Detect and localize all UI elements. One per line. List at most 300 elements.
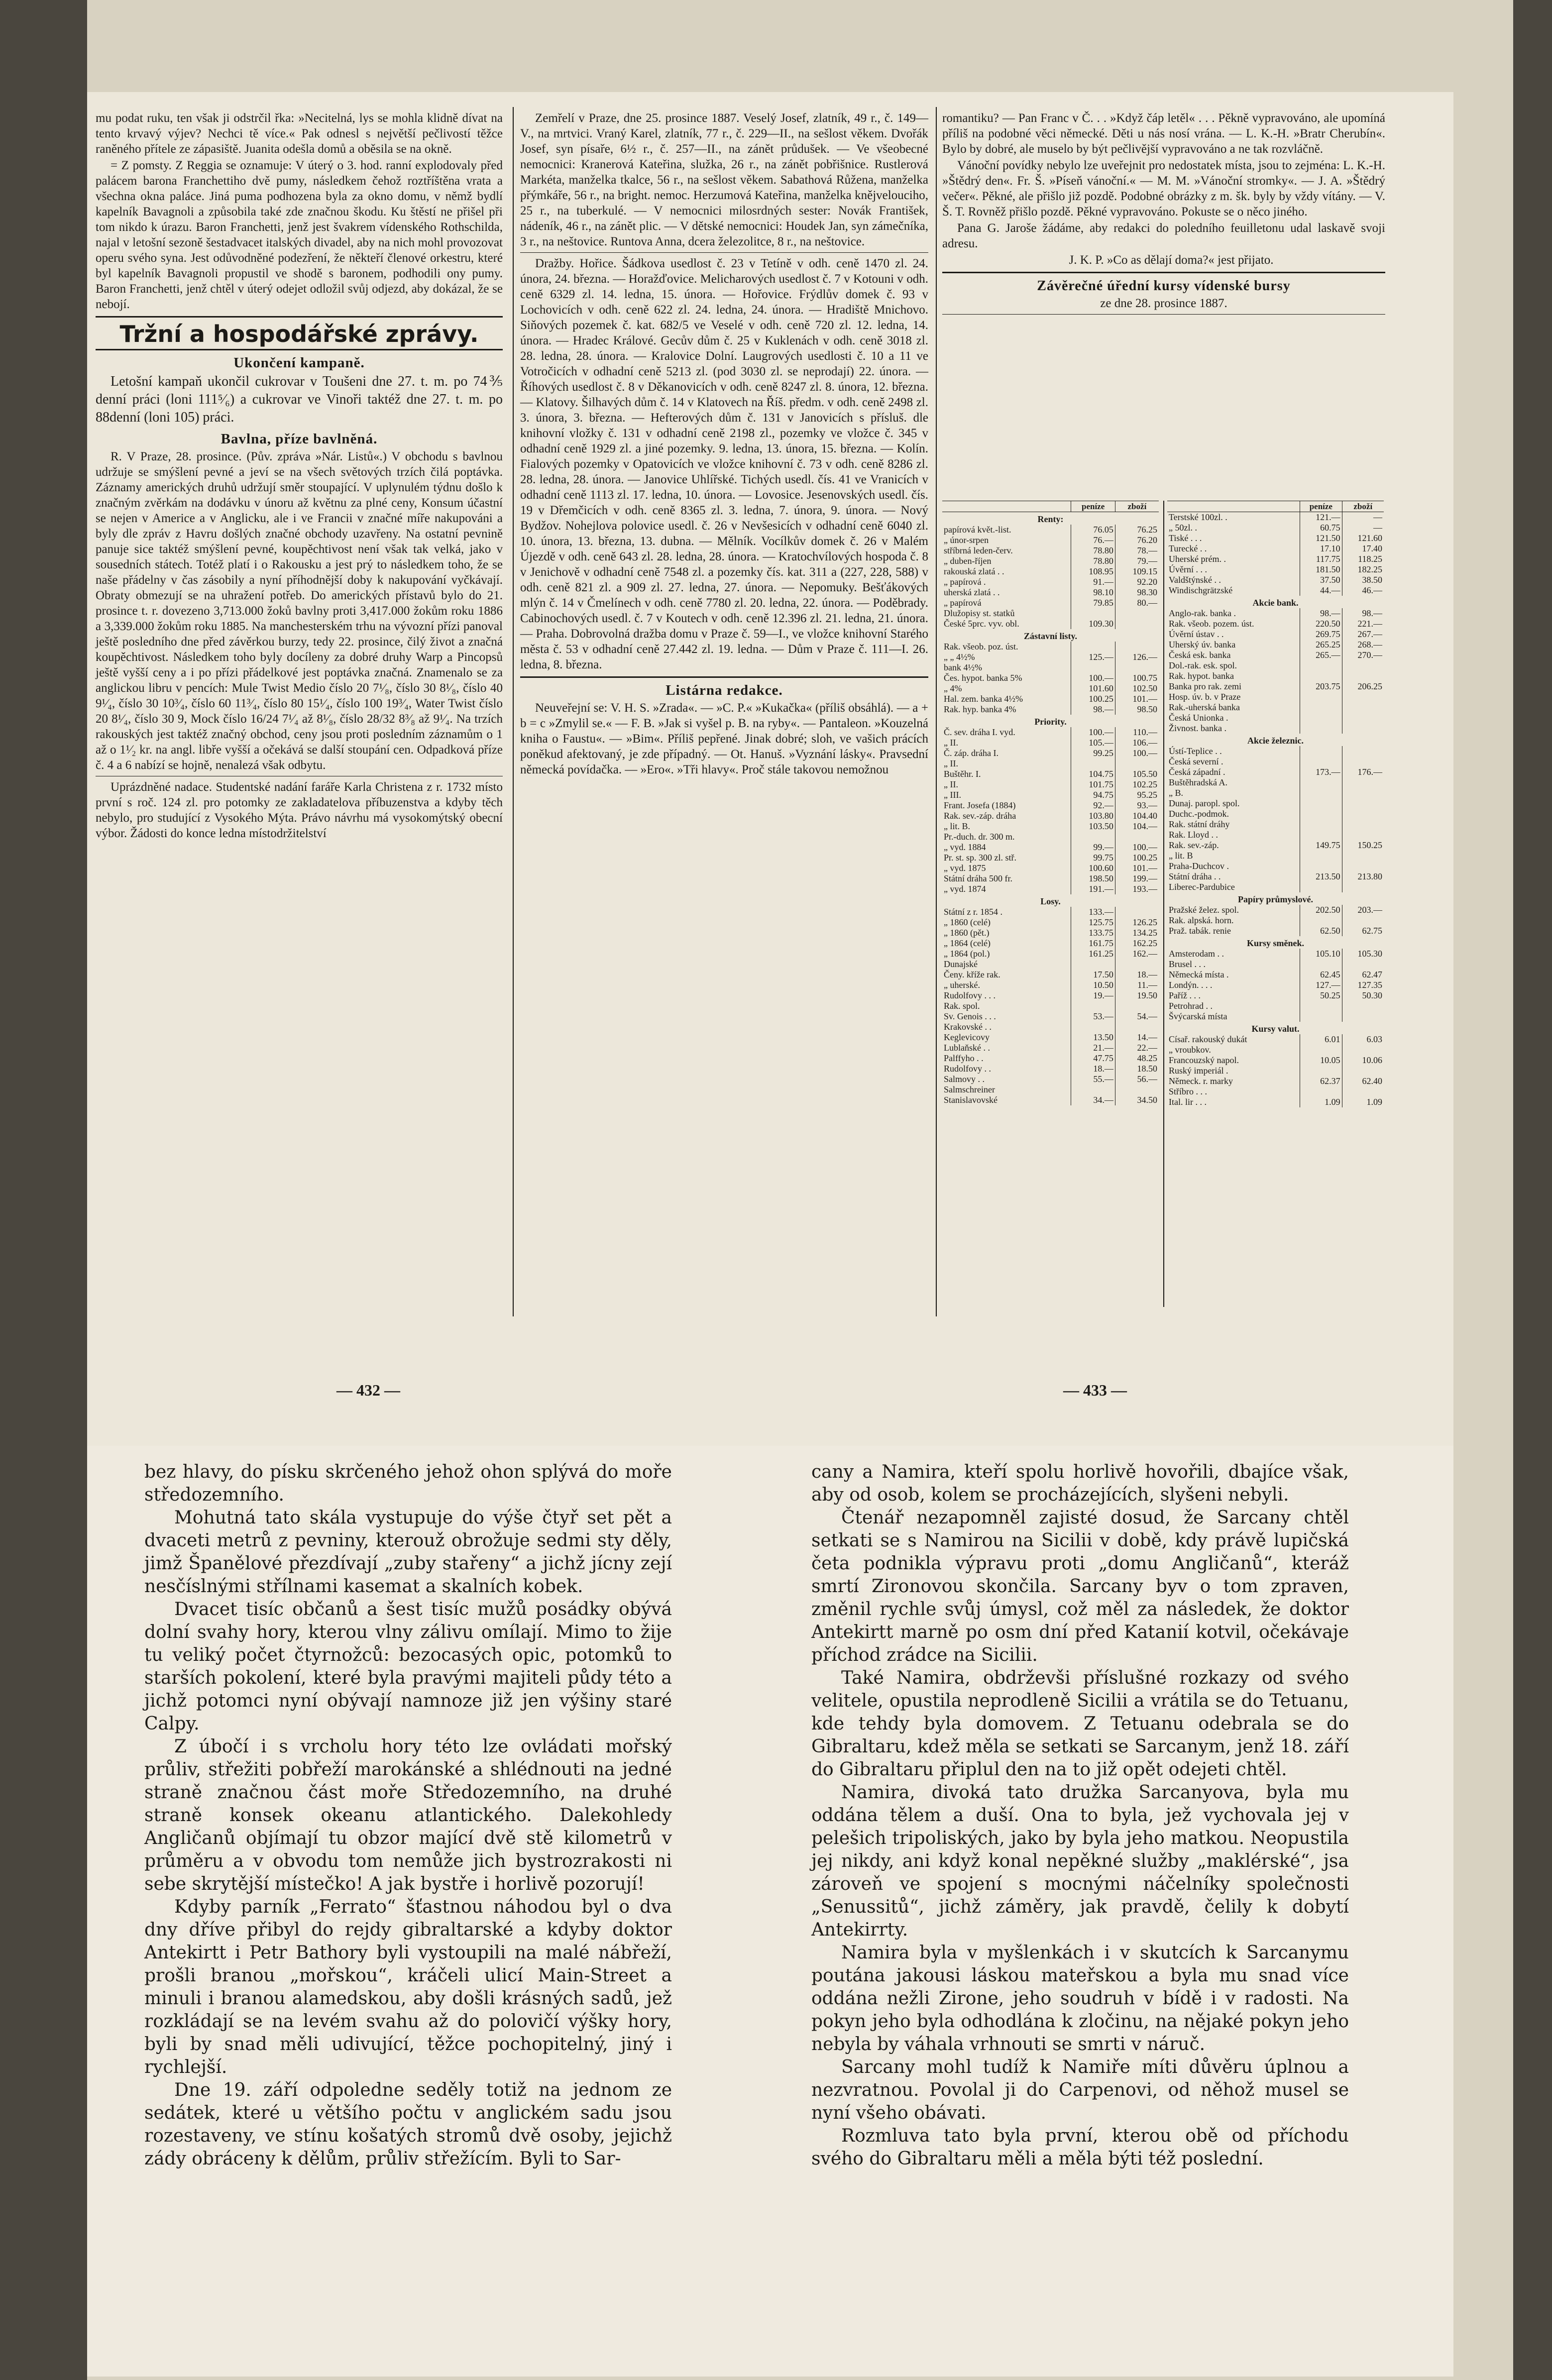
table-row — [1167, 681, 1384, 692]
column-header: peníze — [1300, 501, 1342, 512]
paragraph: Dvacet tisíc občanů a šest tisíc mužů posádky obývá dolní svahy hory, kterou vlny zálivu omílají. Mimo to žije tu veliký počet čtyrnožců: bezocasých opic, potomků to starších pokolení, které byla pravými majiteli půdy této a jichž potomci nyní obývají namnoze již jen výšiny staré Calpy. — [144, 1599, 672, 1734]
price-goods: 110.— — [1115, 727, 1159, 738]
price-goods: 213.80 — [1342, 871, 1384, 882]
security-name: „ II. — [944, 779, 958, 789]
table-section-row — [942, 629, 1159, 642]
security-name: Londýn. . . . — [1169, 980, 1213, 990]
paragraph: Letošní kampaň ukončil cukrovar v Toušeni dne 27. t. m. po 74⅗ denní práci (loni 111⁵⁄₆) a cukrovar ve Vinoři taktéž dne 27. t. m. po 88denní (loni 105) práci. — [96, 374, 503, 425]
table-row — [942, 525, 1159, 535]
table-row — [1167, 777, 1384, 788]
security-name: Čeny. kříže rak. — [944, 970, 1000, 979]
price-goods: 34.50 — [1115, 1095, 1159, 1105]
security-name: Salmovy . . — [944, 1074, 985, 1084]
price-money: 202.50 — [1300, 905, 1342, 915]
table-date: ze dne 28. prosince 1887. — [1100, 297, 1227, 310]
price-goods: 76.20 — [1115, 535, 1159, 545]
table-row — [942, 917, 1159, 928]
security-name: „ vyd. 1875 — [944, 863, 986, 873]
table-row — [942, 619, 1159, 629]
price-money: 91.— — [1071, 577, 1115, 587]
price-goods: 11.— — [1115, 980, 1159, 990]
table-row — [1167, 871, 1384, 882]
price-goods: 19.50 — [1115, 990, 1159, 1001]
security-name: Krakovské . . — [944, 1022, 992, 1032]
price-money: 181.50 — [1300, 564, 1342, 575]
price-money — [1300, 1001, 1342, 1011]
price-money: 105.10 — [1300, 949, 1342, 959]
price-money: 76.05 — [1071, 525, 1115, 535]
table-row — [942, 1043, 1159, 1053]
table-row — [1167, 861, 1384, 871]
paragraph: mu podat ruku, ten však ji odstrčil řka: »Necitelná, lys se mohla klidně dívat na tento krvavý výjev? Nechci tě více.« Pak odnesl s největší pečlivostí těžce raněného přítele ze zápasiště. Juanita odešla domů a oběsila se na okně. — [96, 111, 503, 156]
price-money: 79.85 — [1071, 598, 1115, 608]
price-money — [1300, 757, 1342, 767]
column-divider — [513, 107, 514, 1316]
security-name: Živnost. banka . — [1169, 723, 1226, 733]
table-row — [942, 884, 1159, 894]
paragraph: J. K. P. »Co as dělají doma?« jest přijato. — [1069, 253, 1274, 267]
price-goods — [1115, 608, 1159, 619]
table-row — [1167, 671, 1384, 681]
price-money: 213.50 — [1300, 871, 1342, 882]
security-name: Palffyho . . — [944, 1053, 984, 1063]
table-row — [942, 704, 1159, 715]
security-name: Dlužopisy st. statků — [944, 608, 1015, 618]
price-money: 133.75 — [1071, 928, 1115, 938]
paragraph: Čtenář nezapomněl zajisté dosud, že Sarcany chtěl setkati se s Namirou na Sicilii v době, kdy právě lupičská četa podnikla výpravu proti „domu Angličanů“, kteráž smrtí Zironovou skončila. Sarcany byv o tom zpraven, změnil rychle svůj úmysl, což měl za následek, že doktor Antekirtt marně po osm dní před Katanií kotvil, očekávaje příchod zrádce na Sicilii. — [811, 1508, 1349, 1665]
price-goods — [1342, 1066, 1384, 1076]
security-name: Duchc.-podmok. — [1169, 809, 1229, 819]
table-row — [1167, 723, 1384, 734]
exchange-table-right — [1167, 501, 1384, 1107]
security-name: Rudolfovy . . — [944, 1064, 992, 1074]
price-goods: 79.— — [1115, 556, 1159, 566]
table-section-row — [1167, 936, 1384, 949]
security-name: Francouzský napol. — [1169, 1055, 1239, 1065]
price-money — [1071, 758, 1115, 769]
paragraph: romantiku? — Pan Franc v Č. . . »Když čáp letěl« . . . Pěkně vypravováno, ale upomíná příliš na podobné věci německé. Děti u nás nosí vrána. — L. K.-H. »Bratr Cherubín«. Bylo by dobré, ale muselo by být pečlivější vypravováno a ne tak rozvláčně. — [942, 111, 1385, 156]
security-name: Salmschreiner — [944, 1084, 995, 1094]
price-money — [1300, 660, 1342, 671]
security-name: Dunajské — [944, 959, 978, 969]
security-name: Paříž . . . — [1169, 990, 1201, 1000]
table-row — [942, 842, 1159, 853]
paragraph: Zemřelí v Praze, dne 25. prosince 1887. Veselý Josef, zlatník, 49 r., č. 149—V., na mrtvici. Vraný Karel, zlatník, 77 r., č. 229—II., na sešlost věkem. Dvořák Josef, syn písaře, 6½ r., č. 257—II., na zánět průdušek. — Ve všeobecné nemocnici: Kranerová Kateřina, služka, 26 r., na zánět pobřišnice. Rustlerová Markéta, manželka tkalce, 56 r., na sešlost věkem. Sabathová Růžena, manželka přýmkáře, 56 r., na bright. nemoc. Herzumová Kateřina, manželka knějvelouciho, 25 r., na tuberkulé. — V nemocnici milosrdných sester: Novák František, nádeník, 46 r., na zánět plic. — V dětské nemocnici: Houdek Jan, syn zámečníka, 3 r., na neštovice. Runtova Anna, dcera železolitce, 8 r., na neštovice. — [520, 111, 928, 248]
security-name: Buštěhr. I. — [944, 769, 981, 779]
table-row — [942, 694, 1159, 704]
table-row — [1167, 564, 1384, 575]
table-section-label: Priority. — [1034, 717, 1067, 727]
paragraph: Uprázdněné nadace. Studentské nadání faráře Karla Christena z r. 1732 místo první s roč. 124 zl. pro potomky ze zakladatelova příbuzenstva a kdyby těch nebylo, pro studující z Vysokého Mýta. Právo návrhu má vysokomýtský obecní výbor. Žádosti do konce ledna místodržitelství — [96, 780, 503, 840]
security-name: „ „ 4½% — [944, 652, 975, 662]
page-number: — 433 — — [1063, 1381, 1127, 1399]
security-name: Rak. všeob. poz. úst. — [944, 642, 1018, 651]
table-row — [942, 673, 1159, 683]
table-row — [1167, 543, 1384, 554]
section-heading: Tržní a hospodářské zprávy. — [119, 321, 479, 347]
price-money: 50.25 — [1300, 990, 1342, 1001]
security-name: Rak. Lloyd . . — [1169, 830, 1218, 840]
table-row — [1167, 1034, 1384, 1045]
security-name: Rak. hyp. banka 4% — [944, 704, 1016, 714]
security-name: Rak.-uherská banka — [1169, 702, 1240, 712]
table-section-row — [1167, 734, 1384, 746]
price-goods: 98.— — [1342, 608, 1384, 619]
table-section-row — [1167, 892, 1384, 905]
table-row — [1167, 1086, 1384, 1097]
table-row — [942, 1022, 1159, 1032]
table-row — [1167, 608, 1384, 619]
table-row — [1167, 1097, 1384, 1107]
price-money: 6.01 — [1300, 1034, 1342, 1045]
security-name: Windischgrätzské — [1169, 585, 1233, 595]
price-goods — [1115, 1022, 1159, 1032]
paragraph: Dne 19. září odpoledne seděly totiž na jednom ze sedátek, které u většího počtu v anglickém sadu jsou rozestaveny, ve stínu košatých stromů dvě osoby, jejichž zády obráceny k dělům, průliv střežícím. Byli to Sar- — [144, 2080, 672, 2169]
price-goods: 102.50 — [1115, 683, 1159, 694]
table-row — [1167, 798, 1384, 809]
table-row — [942, 980, 1159, 990]
table-row — [942, 652, 1159, 662]
security-name: Turecké . . — [1169, 543, 1207, 553]
price-money: 99.25 — [1071, 748, 1115, 758]
table-row — [1167, 990, 1384, 1001]
price-goods — [1342, 798, 1384, 809]
price-goods — [1342, 1011, 1384, 1022]
table-heading: Závěrečné úřední kursy vídenské bursy — [1037, 278, 1291, 294]
security-name: Uherský úv. banka — [1169, 640, 1236, 649]
table-section-row — [942, 715, 1159, 727]
security-name: Německ. r. marky — [1169, 1076, 1233, 1086]
price-goods: 48.25 — [1115, 1053, 1159, 1064]
security-name: „ lit. B — [1169, 851, 1193, 861]
security-name: Německá místa . — [1169, 970, 1229, 979]
divider — [520, 676, 928, 678]
price-goods: 62.47 — [1342, 970, 1384, 980]
price-goods: 100.25 — [1115, 853, 1159, 863]
price-money — [1071, 832, 1115, 842]
paragraph: Dražby. Hořice. Šádkova usedlost č. 23 v Tetíně v odh. ceně 1470 zl. 24. února, 24. března. — Horažďovice. Melicharových usedlost č. 7 v Kotouni v odh. ceně 6329 zl. 14. ledna, 15. února. — Hořovice. Frýdlův domek č. 93 v Lochovicích v odh. ceně 622 zl. 24. ledna, 24. února. — Hradiště Mnichovo. Siňových pozemek č. kat. 682/5 ve Veselé v odh. ceně 720 zl. 12. ledna, 14. února. — Hradec Králové. Gecův dům č. 25 v Kuklenách v odh. ceně 3018 zl. 28. ledna, 28. února. — Kralovice Dolní. Laugrových usedlosti č. 10 a 11 ve Votročicích v odhadní ceně 5213 zl. (pod 3030 zl. se neprodají) 22. února. — Říhových usedlost č. 8 v Děkanovicích v odh. ceně 8247 zl. 8. února, 12. března. — Klatovy. Šilhavých dům č. 14 v Klatovech na Říš. předm. v odh. ceně 2498 zl. 3. února, 3. března. — Hefterových dům č. 131 v Janovicích s přísluš. dle knihovní vložky č. 131 v odhadní ceně 2198 zl., pozemky ve vložce č. 345 v odhadní ceně 1929 zl. a jiné pozemky. 9. ledna, 13. února, 15. března. — Kolín. Fialových pozemky v Opatovicích ve vložce knihovní č. 73 v odh. ceně 8286 zl. 28. ledna, 28. února. — Janovice Uhlířské. Tichých usedl. čís. 41 ve Vranicích v odhadní ceně 1113 zl. 17. ledna, 10. února. — Lovosice. Jesenovských usedl. čís. 19 v Dřemčicích v odh. ceně 8365 zl. 3. ledna, 7. února, 9. února. — Nový Bydžov. Nohejlova polovice usedl. č. 26 v Nevšesicích v odhadní ceně 6040 zl. 10. února, 13. března, 13. dubna. — Mělník. Vocílkův domek č. 26 v Malém Újezdě v odh. ceně 643 zl. 28. ledna, 28. února. — Kratochvílových hospoda č. 8 v Jenichově v odhadní ceně 7548 zl. a pozemky čís. kat. 311 a (227, 228, 588) v odh. ceně 821 zl. a 909 zl. 27. ledna, 27. února. — Nepomuky. Bešťákových mlýn č. 14 v Čmelínech v odh. ceně 7780 zl. 20. ledna, 22. února. — Poděbrady. Cabinochových usedl. č. 7 v Koutech v odh. ceně 12.396 zl. 21. ledna, 21. února. — Praha. Dobrovolná dražba domu v Praze č. 59—I., ve vložce knihovní Starého města č. 53 v odhadní ceně 27.442 zl. 19. ledna. — Dům v Praze č. 111—I. 26. ledna, 8. března. — [520, 257, 928, 671]
price-money: 100.— — [1071, 673, 1115, 683]
price-money: 103.80 — [1071, 811, 1115, 821]
table-section-label: Akcie bank. — [1252, 598, 1299, 608]
table-row — [942, 598, 1159, 608]
price-goods — [1342, 819, 1384, 830]
table-row — [1167, 840, 1384, 851]
scan-border-right — [1513, 0, 1552, 2380]
paragraph: Namira, divoká tato družka Sarcanyova, byla mu oddána tělem a duší. Ona to byla, jež vychovala jej v pelešich tripoliských, jako by byla jeho matkou. Neopustila jej nikdy, ani když konal nepěkné služby „maklérské“, jsa zároveň ve spojení s mocnými náčelníky společnosti „Senussitů“, jichž záměry, jak pravdě, čelily k dobytí Antekirrty. — [811, 1782, 1349, 1940]
security-name: Terstské 100zl. . — [1169, 512, 1227, 522]
price-money: 37.50 — [1300, 575, 1342, 585]
price-goods: 100.75 — [1115, 673, 1159, 683]
security-name: Buštěhradská A. — [1169, 777, 1227, 787]
security-name: „ uherské. — [944, 980, 980, 990]
security-name: „ II. — [944, 758, 958, 768]
price-money: 55.— — [1071, 1074, 1115, 1084]
security-name: „ 1860 (pět.) — [944, 928, 990, 938]
security-name: Česká severní . — [1169, 757, 1223, 766]
divider — [96, 316, 503, 318]
price-money: 99.— — [1071, 842, 1115, 853]
price-money: 17.50 — [1071, 970, 1115, 980]
security-name: Banka pro rak. zemi — [1169, 681, 1241, 691]
price-money: 101.60 — [1071, 683, 1115, 694]
price-money — [1300, 713, 1342, 723]
price-goods: 78.— — [1115, 545, 1159, 556]
security-name: „ III. — [944, 790, 961, 800]
price-money: 203.75 — [1300, 681, 1342, 692]
security-name: „ 4% — [944, 683, 962, 693]
table-section-row — [942, 894, 1159, 907]
table-row — [942, 800, 1159, 811]
exchange-table — [1167, 501, 1384, 1107]
paragraph: Z úbočí i s vrcholu hory této lze ovládati mořský průliv, střežiti pobřeží marokánské a shlédnouti na jedné straně značnou část moře Středozemního, na druhé straně konsek okeanu atlantického. Dalekohledy Angličanů objímají tu obzor mající dvě stě kilometrů v průměru a v obvodu tom nemůže jich bystrozrakosti ni sebe skrytější místečko! A jak bystře i horlivě pozorují! — [144, 1736, 672, 1894]
security-name: Rak. všeob. pozem. úst. — [1169, 619, 1254, 629]
table-row — [942, 642, 1159, 652]
price-goods — [1342, 809, 1384, 819]
table-row — [942, 1011, 1159, 1022]
security-name: „ vyd. 1884 — [944, 842, 986, 852]
price-money: 78.80 — [1071, 556, 1115, 566]
price-goods: 221.— — [1342, 619, 1384, 629]
table-row — [1167, 575, 1384, 585]
price-goods: 193.— — [1115, 884, 1159, 894]
security-name: Pr. st. sp. 300 zl. stř. — [944, 853, 1017, 863]
price-money: 104.75 — [1071, 769, 1115, 779]
table-section-row — [942, 512, 1159, 525]
price-money: 62.50 — [1300, 926, 1342, 936]
price-money: 94.75 — [1071, 790, 1115, 800]
security-name: Č. záp. dráha I. — [944, 748, 998, 758]
security-name: Ruský imperiál . — [1169, 1066, 1228, 1076]
security-name: Lublaňské . . — [944, 1043, 990, 1053]
price-money — [1300, 882, 1342, 892]
price-goods: 56.— — [1115, 1074, 1159, 1084]
table-row — [942, 811, 1159, 821]
price-goods: 80.— — [1115, 598, 1159, 608]
security-name: papírová květ.-list. — [944, 525, 1011, 535]
security-name: Valdštýnské . . — [1169, 575, 1221, 585]
price-goods — [1115, 758, 1159, 769]
price-goods: 62.75 — [1342, 926, 1384, 936]
price-money: 76.— — [1071, 535, 1115, 545]
price-goods: 101.— — [1115, 694, 1159, 704]
table-row — [942, 832, 1159, 842]
table-row — [1167, 640, 1384, 650]
price-money: 10.50 — [1071, 980, 1115, 990]
price-goods: 18.50 — [1115, 1064, 1159, 1074]
table-row — [1167, 713, 1384, 723]
price-goods: 104.— — [1115, 821, 1159, 832]
security-name: Tiské . . . — [1169, 533, 1202, 543]
security-name: Rak. spol. — [944, 1001, 980, 1011]
paragraph: Mohutná tato skála vystupuje do výše čtyř set pět a dvaceti metrů z pevniny, kterouž obrožuje sedmi sty děly, jimž Španělové přezdívají „zuby stařeny“ a jichž jícny zejí nesčíslnými střílnami kasemat a skalních kobek. — [144, 1508, 672, 1597]
table-row — [942, 727, 1159, 738]
security-name: Praž. tabák. renie — [1169, 926, 1231, 936]
table-row — [942, 1001, 1159, 1011]
price-goods: 76.25 — [1115, 525, 1159, 535]
price-goods: 46.— — [1342, 585, 1384, 596]
price-money: 13.50 — [1071, 1032, 1115, 1043]
price-money — [1071, 1022, 1115, 1032]
price-goods: 93.— — [1115, 800, 1159, 811]
price-money: 98.10 — [1071, 587, 1115, 598]
price-money — [1300, 1011, 1342, 1022]
table-row — [1167, 915, 1384, 926]
table-row — [942, 959, 1159, 970]
security-name: „ B. — [1169, 788, 1183, 798]
table-row — [1167, 1076, 1384, 1086]
paragraph: R. V Praze, 28. prosince. (Pův. zpráva »Nár. Listů«.) V obchodu s bavlnou udržuje se smýšlení pevné a jeví se na všech světových trzích čilá poptávka. Záznamy amerických druhů udržují směr stoupající. V uplynulém týdnu došlo k značným zvěrkám na dodávku v únoru až květnu za plné ceny, Konsum účastní se nejen v Americe a v Anglicku, ale i ve Francii v značné míře nakupováni a byly dle zpráv z Havru došlých značné obchody uzavřeny. Na ostatní pevnině panuje sice taktéž smýšlení pevné, koupěchtivost není však tak velká, jako v sousedních státech. Totéž platí i o Rakousku a jest prý to následkem toho, že se naše přádelny v čas zásobily a nyní příhodnější doby k nakupování vyčkávají. Obraty obmezují se na uhražení potřeb. Do amerických přístavů bylo do 21. prosince t. r. dovezeno 3,713.000 žoků bavlny proti 3,417.000 žokům roku 1886 a 3,339.000 žokům roku 1885. Na manchesterském trhu na vývozní přízi panoval ještě posledního dne před závěrkou burzy, tedy 22. prosince, čilý život a značná koupěchtivost. Následkem toho byly docíleny za dobré druhy Warp a Pincopsů ještě vyšší ceny a i po přízi přádelkové jest poptávka značná. Znamenalo se za anglickou libru v pencích: Mule Twist Medio číslo 20 7¹⁄₈, číslo 30 8¹⁄₈, číslo 40 9¹⁄₄, číslo 30 10³⁄₄, číslo 60 11³⁄₄, číslo 80 15¹⁄₄, číslo 100 19³⁄₄, Water Twist číslo 20 8¹⁄₄, číslo 30 9, Mock číslo 16/24 7¹⁄₄ až 8¹⁄₈, číslo 28/32 8³⁄₈ až 9¹⁄₄. Na trzích rakouských jest taktéž značný obchod, ceny jsou proti posledním záznamům o 1 až o 1¹⁄₂ kr. na angl. libře vyšší a očekává se další stoupání cen. Odpadková příze č. 4 a 6 nabízí se hojně, nenalezá však odbytu. — [96, 450, 503, 772]
price-money: 99.75 — [1071, 853, 1115, 863]
table-row — [942, 535, 1159, 545]
price-money: 17.10 — [1300, 543, 1342, 554]
price-money — [1300, 702, 1342, 713]
paragraph: = Z pomsty. Z Reggia se oznamuje: V úterý o 3. hod. ranní explodovaly před palácem barona Franchettiho dvě pumy, následkem čehož roztříštěna vrata a všechna okna paláce. Jiná puma podhozena byla za okno domu, v němž bydlí kapelník Bavagnoli a způsobila také zde značnou škodu. Ku štěstí ne přišel při tom nikdo k úrazu. Baron Franchetti, jenž jest švakrem vídenského Rothschilda, najal v letošní sezoně šestadvacet italských divadel, aby na nich mohl provozovat operu svého syna. Jest odůvodněné podezření, že někteří členové orkestru, které byl kapelník Bavagnoli propustil ve shodě s baronem, podhodili ony pumy. Baron Franchetti, jenž chtěl v úterý odejet odložil svůj odjezd, aby dokázal, že se nebojí. — [96, 159, 503, 311]
table-row — [942, 769, 1159, 779]
price-money — [1300, 851, 1342, 861]
paragraph: Namira byla v myšlenkách i v skutcích k Sarcanymu poutána jakousi láskou mateřskou a byla mu snad více oddána nežli Zirone, jeho soudruh v bídě i v radosti. Na pokyn jeho byla odhodlána k zločinu, na nějaké pokyn jeho nebyla by váhala vrhnouti se smrti v náruč. — [811, 1943, 1349, 2055]
price-goods: 206.25 — [1342, 681, 1384, 692]
security-name: Dunaj. paropl. spol. — [1169, 798, 1240, 808]
table-row — [942, 587, 1159, 598]
table-row — [1167, 1011, 1384, 1022]
security-name: Sv. Genois . . . — [944, 1011, 996, 1021]
table-row — [1167, 523, 1384, 533]
price-money: 98.— — [1071, 704, 1115, 715]
table-row — [1167, 970, 1384, 980]
price-goods: 105.30 — [1342, 949, 1384, 959]
price-goods — [1342, 777, 1384, 788]
price-goods: 102.25 — [1115, 779, 1159, 790]
table-row — [942, 758, 1159, 769]
security-name: Stříbro . . . — [1169, 1086, 1208, 1096]
price-money: 1.09 — [1300, 1097, 1342, 1107]
table-row — [1167, 959, 1384, 970]
table-row — [1167, 650, 1384, 660]
price-money: 62.45 — [1300, 970, 1342, 980]
price-money — [1300, 959, 1342, 970]
price-money — [1071, 959, 1115, 970]
security-name: Stanislavovské — [944, 1095, 998, 1105]
price-goods: 270.— — [1342, 650, 1384, 660]
security-name: Rak. státní dráhy — [1169, 819, 1230, 829]
table-row — [942, 863, 1159, 873]
price-money — [1300, 692, 1342, 702]
security-name: Česká západní . — [1169, 767, 1225, 777]
price-goods: 126.25 — [1115, 917, 1159, 928]
security-name: Úvěrní . . . — [1169, 564, 1207, 574]
table-row — [942, 683, 1159, 694]
price-goods: 100.— — [1115, 748, 1159, 758]
price-money: 34.— — [1071, 1095, 1115, 1105]
table-divider — [1163, 501, 1164, 1307]
security-name: Keglevicovy — [944, 1032, 990, 1042]
table-row — [1167, 809, 1384, 819]
paragraph: Rozmluva tato byla první, kterou obě od příchodu svého do Gibraltaru měli a měla býti též poslední. — [811, 2126, 1349, 2169]
price-money — [1071, 642, 1115, 652]
feuilleton-right — [811, 1461, 1349, 2170]
price-money — [1300, 861, 1342, 871]
table-row — [942, 1064, 1159, 1074]
security-name: Dol.-rak. esk. spol. — [1169, 660, 1237, 670]
table-row — [942, 545, 1159, 556]
table-row — [942, 738, 1159, 748]
price-goods — [1342, 830, 1384, 840]
security-name: „ duben-říjen — [944, 556, 992, 566]
table-row — [942, 1074, 1159, 1084]
security-name: Rak. sev.-záp. — [1169, 840, 1219, 850]
paragraph: Kdyby parník „Ferrato“ šťastnou náhodou byl o dva dny dříve přibyl do rejdy gibraltarské a kdyby doktor Antekirtt i Petr Bathory byli vystoupili na malé nábřeží, prošli branou „mořskou“, kráčeli ulicí Main-Street a minuli i branou alamedskou, aby došli krásných sadů, jež rozkládají se na levém svahu až do polovičí výšky hory, byli by snad měli udivující, těžce pochopitelný, jiný i rychlejší. — [144, 1897, 672, 2077]
price-goods — [1115, 642, 1159, 652]
price-money: 161.25 — [1071, 949, 1115, 959]
price-money: 121.50 — [1300, 533, 1342, 543]
table-row — [942, 821, 1159, 832]
security-name: Ústí-Teplice . . — [1169, 746, 1222, 756]
price-money: 191.— — [1071, 884, 1115, 894]
price-money — [1071, 1084, 1115, 1095]
security-name: Státní dráha . . — [1169, 871, 1221, 881]
table-row — [1167, 980, 1384, 990]
security-name: „ vyd. 1874 — [944, 884, 986, 894]
price-goods — [1115, 959, 1159, 970]
price-goods: 98.30 — [1115, 587, 1159, 598]
price-goods: 98.50 — [1115, 704, 1159, 715]
security-name: Anglo-rak. banka . — [1169, 608, 1236, 618]
scan-border-left — [0, 0, 87, 2380]
security-name: bank 4½% — [944, 662, 982, 672]
article-heading: Listárna redakce. — [665, 682, 783, 698]
price-money: 103.50 — [1071, 821, 1115, 832]
security-name: Uherské prém. . — [1169, 554, 1226, 564]
security-name: Petrohrad . . — [1169, 1001, 1213, 1011]
security-name: Liberec-Pardubice — [1169, 882, 1235, 892]
price-goods: 176.— — [1342, 767, 1384, 777]
security-name: Č. sev. dráha I. vyd. — [944, 727, 1015, 737]
table-row — [1167, 746, 1384, 757]
paragraph: Také Namira, obdrževši příslušné rozkazy od svého velitele, opustila neprodleně Sicilii a vrátila se do Tetuanu, kde tehdy byla domovem. Z Tetuanu odebrala se do Gibraltaru, kdež měla se setkati se Sarcanym, jenž 18. září do Gibraltaru připlul den na to již opět odejeti chtěl. — [811, 1668, 1349, 1780]
table-row — [942, 608, 1159, 619]
table-row — [942, 577, 1159, 587]
price-goods — [1115, 619, 1159, 629]
price-goods — [1342, 660, 1384, 671]
price-goods: 18.— — [1115, 970, 1159, 980]
price-money: 53.— — [1071, 1011, 1115, 1022]
price-money: 108.95 — [1071, 566, 1115, 577]
table-row — [1167, 851, 1384, 861]
price-goods — [1342, 723, 1384, 734]
paragraph: Pana G. Jaroše žádáme, aby redakci do poledního feuilletonu udal laskavě svoji adresu. — [942, 221, 1385, 250]
table-row — [1167, 554, 1384, 564]
price-goods: 182.25 — [1342, 564, 1384, 575]
price-goods: 54.— — [1115, 1011, 1159, 1022]
column-header: peníze — [1071, 501, 1115, 512]
price-goods — [1115, 1084, 1159, 1095]
price-money: 92.— — [1071, 800, 1115, 811]
price-goods: 100.— — [1115, 842, 1159, 853]
table-row — [1167, 660, 1384, 671]
paragraph: Sarcany mohl tudíž k Namiře míti důvěru úplnou a nezvratnou. Povolal ji do Carpenovi, od něhož musel se nyní všeho obávati. — [811, 2057, 1349, 2123]
price-money: 117.75 — [1300, 554, 1342, 564]
table-row — [942, 1095, 1159, 1105]
column-1 — [96, 110, 503, 842]
price-money — [1071, 1001, 1115, 1011]
security-name: Frant. Josefa (1884) — [944, 800, 1016, 810]
price-goods — [1115, 1001, 1159, 1011]
paragraph: Vánoční povídky nebylo lze uveřejnit pro nedostatek místa, jsou to zejména: L. K.-H. »Štědrý den«. Fr. Š. »Píseň vánoční.« — M. M. »Vánoční stromky«. — J. A. »Štědrý večer«. Pěkné, ale přišlo již pozdě. Podobné obrázky z m. šk. byly by vždy vítány. — V. Š. T. Rovněž přišlo pozdě. Pěkné vypravováno. Pokuste se o něco jiného. — [942, 159, 1385, 218]
table-row — [942, 662, 1159, 673]
price-money: 173.— — [1300, 767, 1342, 777]
table-row — [1167, 1055, 1384, 1066]
